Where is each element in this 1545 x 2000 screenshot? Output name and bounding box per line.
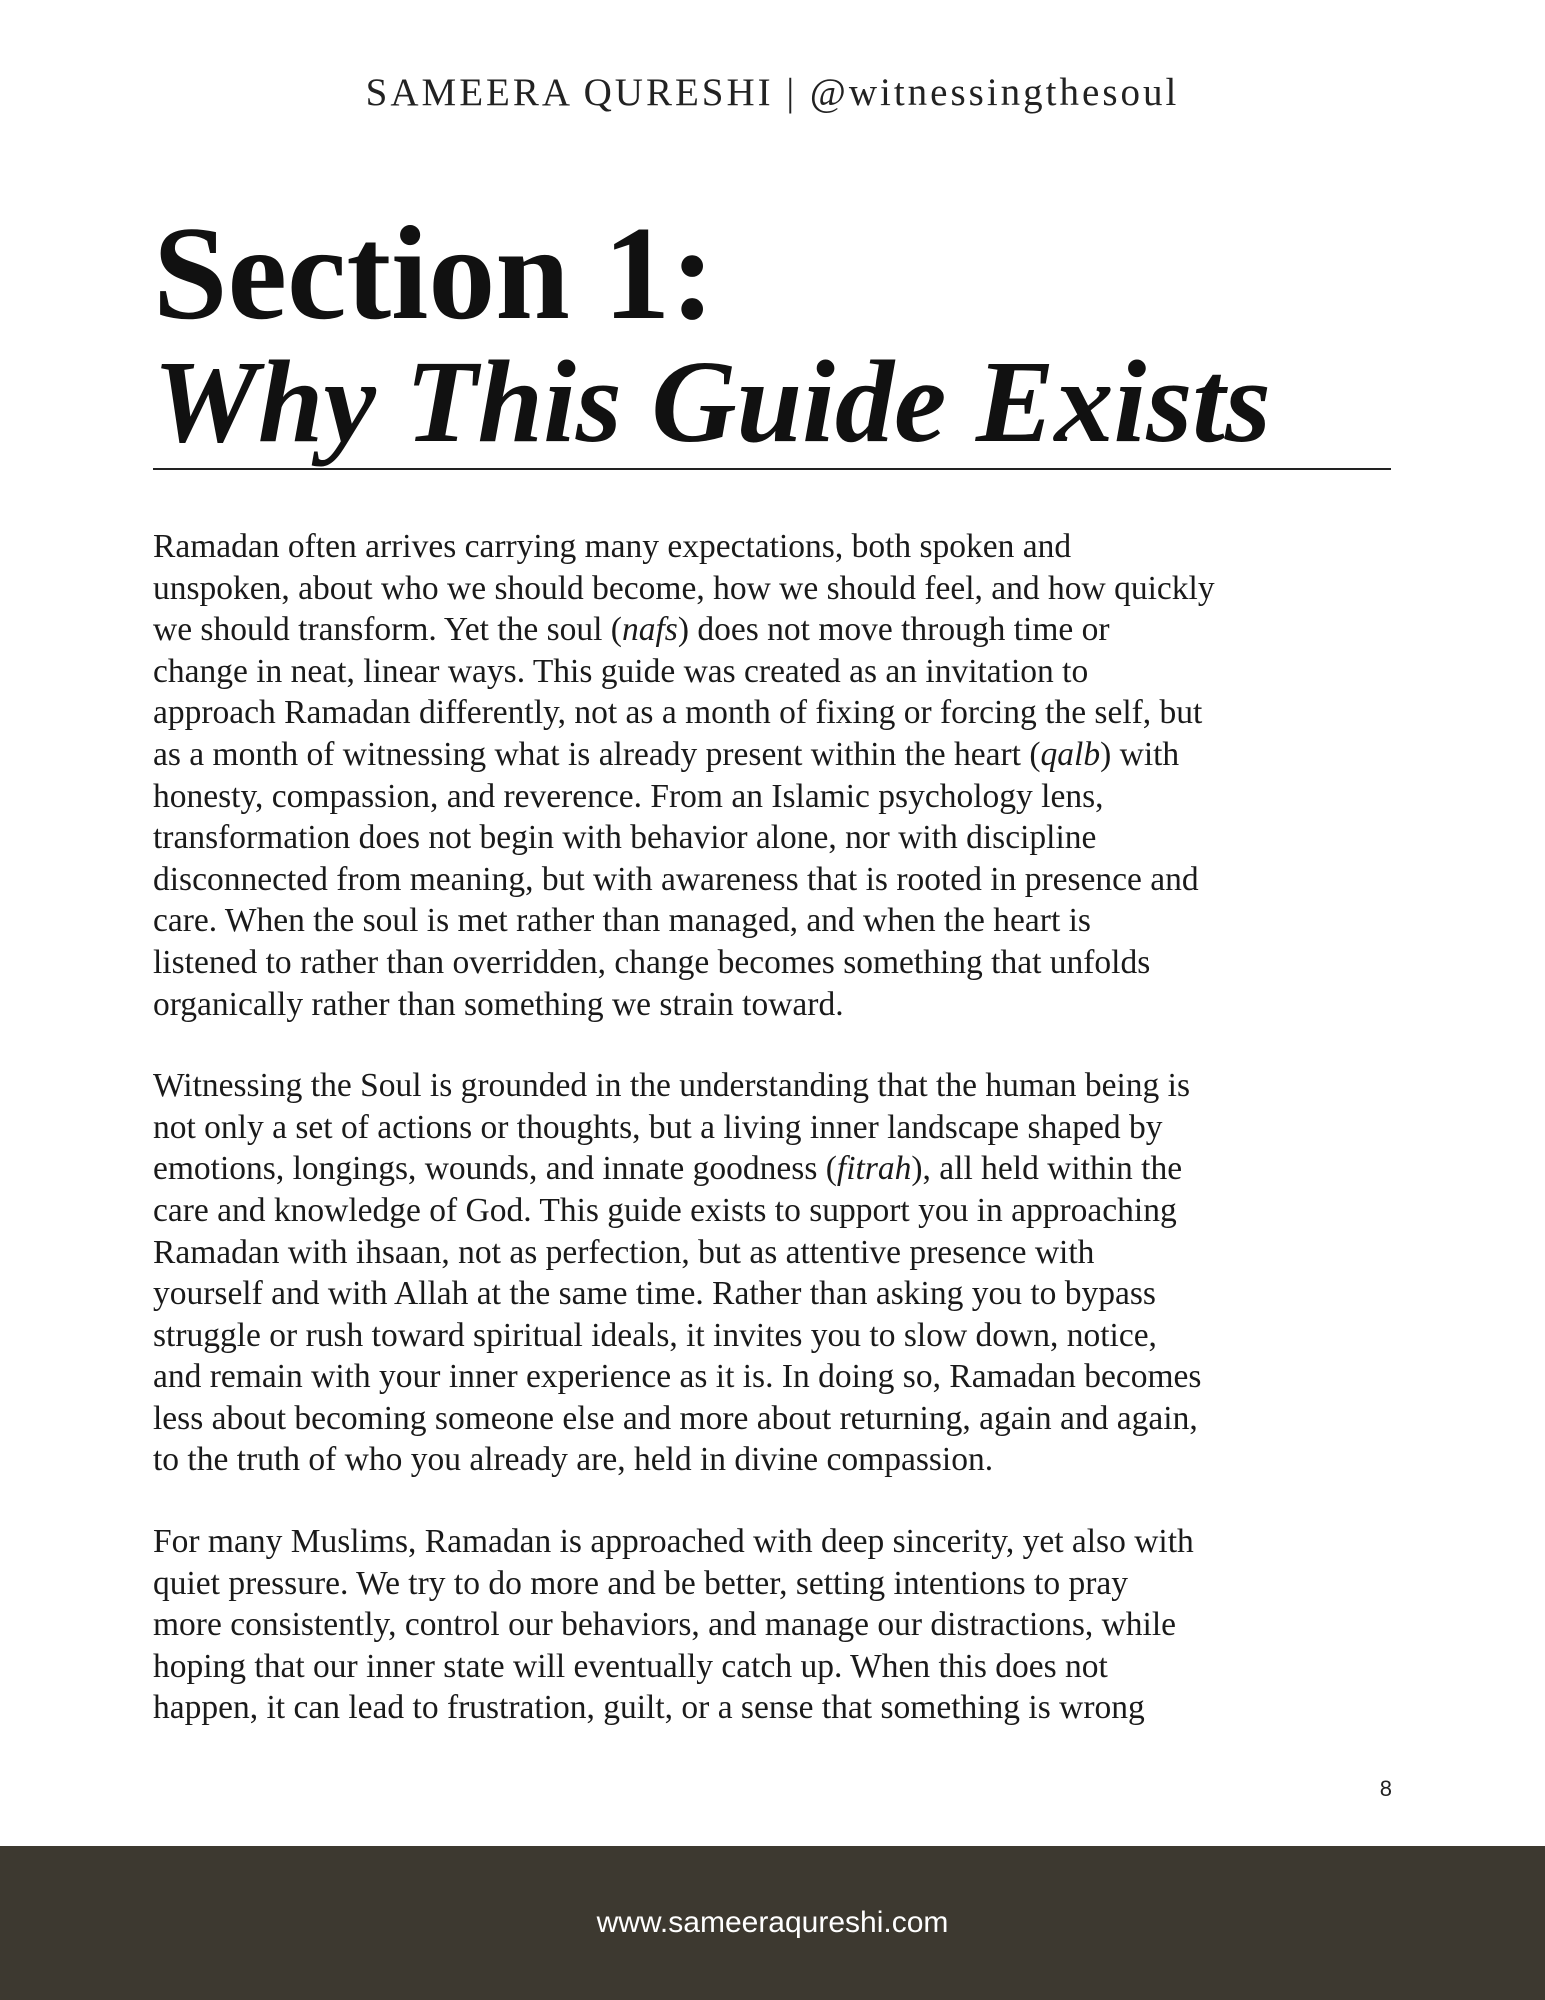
page-number: 8 — [1379, 1776, 1392, 1801]
text-line: to the truth of who you already are, held in divine compassion. — [153, 1441, 994, 1479]
author-header: SAMEERA QURESHI | @witnessingthesoul — [365, 71, 1180, 114]
text-line: transformation does not begin with behavior alone, nor with discipline — [153, 819, 1097, 857]
text-segment: emotions, longings, wounds, and innate goodness ( — [153, 1150, 837, 1188]
text-line — [153, 734, 1393, 776]
body-text — [153, 526, 1393, 1769]
section-subtitle-heading: Why This Guide Exists — [153, 336, 1271, 467]
text-line: hoping that our inner state will eventually catch up. When this does not — [153, 1647, 1108, 1685]
paragraph-2 — [153, 1065, 1393, 1481]
text-line: more consistently, control our behaviors, and manage our distractions, while — [153, 1606, 1177, 1644]
text-line: Witnessing the Soul is grounded in the understanding that the human being is — [153, 1067, 1191, 1105]
text-line: and remain with your inner experience as it is. In doing so, Ramadan becomes — [153, 1358, 1202, 1396]
text-line: care. When the soul is met rather than managed, and when the heart is — [153, 902, 1091, 940]
text-segment: ) with — [1100, 735, 1180, 773]
text-segment: ), all held within the — [911, 1150, 1183, 1188]
text-segment: ) does not move through time or — [677, 611, 1110, 649]
text-line: honesty, compassion, and reverence. From an Islamic psychology lens, — [153, 777, 1104, 815]
text-line: approach Ramadan differently, not as a month of fixing or forcing the self, but — [153, 694, 1203, 732]
paragraph-3 — [153, 1521, 1393, 1729]
section-number-heading: Section 1: — [153, 199, 715, 347]
term-fitrah: fitrah — [836, 1150, 912, 1188]
term-nafs: nafs — [621, 611, 678, 649]
text-line: care and knowledge of God. This guide exists to support you in approaching — [153, 1191, 1177, 1229]
text-line: change in neat, linear ways. This guide was created as an invitation to — [153, 652, 1089, 690]
text-line: happen, it can lead to frustration, guilt, or a sense that something is wrong — [153, 1689, 1145, 1727]
text-line: listened to rather than overridden, change becomes something that unfolds — [153, 943, 1151, 981]
text-line: organically rather than something we strain toward. — [153, 985, 844, 1023]
text-line: For many Muslims, Ramadan is approached with deep sincerity, yet also with — [153, 1523, 1194, 1561]
term-qalb: qalb — [1040, 735, 1101, 773]
text-line: quiet pressure. We try to do more and be better, setting intentions to pray — [153, 1564, 1128, 1602]
text-line: yourself and with Allah at the same time. Rather than asking you to bypass — [153, 1275, 1156, 1313]
text-line: Ramadan often arrives carrying many expectations, both spoken and — [153, 528, 1072, 565]
footer-bar — [0, 1846, 1545, 2000]
text-line: struggle or rush toward spiritual ideals, it invites you to slow down, notice, — [153, 1316, 1157, 1354]
text-line — [153, 609, 1393, 651]
section-title — [153, 199, 1393, 468]
title-divider — [153, 468, 1391, 470]
website-link[interactable]: www.sameeraqureshi.com — [596, 1906, 949, 1939]
paragraph-1 — [153, 526, 1393, 1025]
text-line: unspoken, about who we should become, how we should feel, and how quickly — [153, 569, 1215, 607]
text-line — [153, 1148, 1393, 1190]
text-segment: we should transform. Yet the soul ( — [153, 611, 622, 649]
text-segment: as a month of witnessing what is already present within the heart ( — [153, 735, 1041, 773]
text-line: disconnected from meaning, but with awareness that is rooted in presence and — [153, 860, 1199, 898]
text-line: not only a set of actions or thoughts, but a living inner landscape shaped by — [153, 1108, 1163, 1146]
text-line: less about becoming someone else and more about returning, again and again, — [153, 1399, 1198, 1437]
text-line: Ramadan with ihsaan, not as perfection, but as attentive presence with — [153, 1233, 1095, 1271]
